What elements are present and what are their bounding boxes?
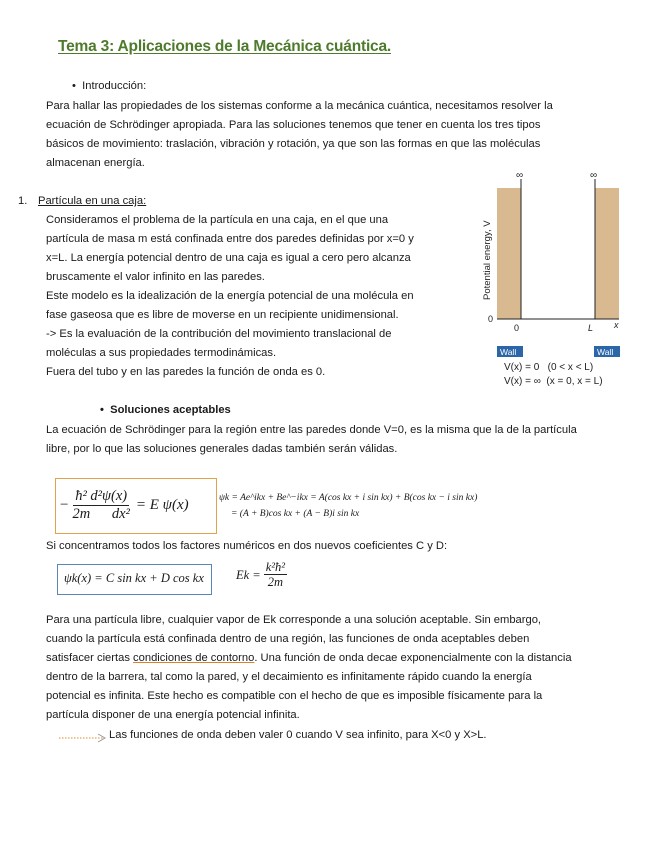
eq-den-dx2: dx² — [111, 505, 130, 522]
potential-condition-walls: V(x) = ∞ (x = 0, x = L) — [504, 376, 603, 387]
eq-rhs: = E ψ(x) — [135, 497, 189, 514]
final-line3-post: . Una función de onda decae exponencialmente con la distancia — [254, 652, 572, 664]
eq-numerator: ħ² d²ψ(x) — [75, 488, 128, 504]
origin-y-label: 0 — [488, 314, 494, 324]
soluciones-heading: Soluciones aceptables — [110, 404, 231, 416]
intro-bullet — [72, 80, 146, 92]
section1-line: Consideramos el problema de la partícula en una caja, en el que una — [46, 214, 389, 226]
right-wall — [595, 188, 619, 319]
final-line: dentro de la barrera, tal como la pared, y el decaimiento es infinitamente rápido cuando la energía — [46, 671, 532, 683]
condiciones-contorno-term: condiciones de contorno — [133, 652, 255, 664]
figure-ylabel: Potential energy, V — [482, 220, 493, 300]
general-solution: ψk(x) = C sin kx + D cos kx — [64, 571, 204, 585]
left-wall-tag-label: Wall — [500, 347, 517, 357]
final-line: potencial es infinita. Este hecho es compatible con el hecho de que es imposible físicamente para la — [46, 690, 543, 702]
section1-line: bruscamente el valor infinito en las paredes. — [46, 271, 265, 283]
final-line: cuando la partícula está confinada dentro de una región, las funciones de onda aceptables deben — [46, 633, 530, 645]
energy-fraction — [264, 560, 287, 590]
final-line: Para una partícula libre, cualquier vapor de Ek corresponde a una solución aceptable. Sin embargo, — [46, 614, 542, 626]
intro-paragraph — [46, 97, 553, 173]
final-paragraph — [46, 611, 572, 725]
eq-fraction — [70, 488, 131, 523]
final-line: partícula disponer de una energía potencial infinita. — [46, 709, 300, 721]
page-title: Tema 3: Aplicaciones de la Mecánica cuántica. — [58, 38, 391, 55]
section1-line: fase gaseosa que es libre de moverse en un recipiente unidimensional. — [46, 309, 399, 321]
section1-line: x=L. La energía potencial dentro de una caja es igual a cero pero alcanza — [46, 252, 411, 264]
intro-line: Para hallar las propiedades de los sistemas conforme a la mecánica cuántica, necesitamos resolver la — [46, 100, 553, 112]
schrodinger-equation-box — [55, 478, 217, 534]
intro-line: almacenan energía. — [46, 157, 145, 169]
section1-paragraph — [46, 211, 414, 382]
soluciones-line: libre, por lo que las soluciones generales dadas también serán válidas. — [46, 443, 398, 455]
section-heading: Partícula en una caja: — [38, 195, 147, 207]
potential-well-figure — [478, 168, 628, 392]
energy-numerator: k²ħ² — [265, 560, 286, 574]
energy-lhs: Ek = — [236, 567, 261, 582]
section1-line: -> Es la evaluación de la contribución del movimiento translacional de — [46, 328, 392, 340]
x-axis-label: x — [614, 320, 619, 330]
conclusion-text: Las funciones de onda deben valer 0 cuando V sea infinito, para X<0 y X>L. — [109, 729, 487, 741]
left-wall — [497, 188, 521, 319]
section1-line: moléculas a sus propiedades termodinámicas. — [46, 347, 277, 359]
section1-line: Fuera del tubo y en las paredes la función de onda es 0. — [46, 366, 326, 378]
origin-x-label: 0 — [514, 323, 520, 333]
concentramos-text: Si concentramos todos los factores numéricos en dos nuevos coeficientes C y D: — [46, 540, 448, 552]
energy-denominator: 2m — [267, 575, 284, 590]
plane-wave-line: = (A + B)cos kx + (A − B)i sin kx — [231, 509, 360, 519]
soluciones-paragraph — [46, 421, 577, 459]
final-line-with-underline — [46, 649, 572, 668]
soluciones-bullet — [100, 404, 231, 416]
plane-wave-line: ψk = Ae^ikx + Be^−ikx = A(cos kx + i sin kx) + B(cos kx − i sin kx) — [219, 493, 478, 503]
intro-heading: Introducción: — [82, 80, 147, 92]
eq-minus: − — [60, 497, 69, 514]
bullet-dot: • — [100, 404, 104, 416]
general-solution-box — [57, 564, 212, 595]
intro-line: ecuación de Schrödinger apropiada. Para las soluciones tenemos que tener en cuenta los tres tipos — [46, 119, 541, 131]
energy-equation — [236, 560, 287, 590]
intro-line: básicos de movimiento: traslación, vibración y rotación, ya que son las formas en que las moléculas — [46, 138, 541, 150]
section1-line: Este modelo es la idealización de la energía potencial de una molécula en — [46, 290, 414, 302]
right-wall-tag-label: Wall — [597, 347, 614, 357]
bullet-dot: • — [72, 80, 76, 92]
final-line3-pre: satisfacer ciertas — [46, 652, 134, 664]
section-number: 1. — [18, 195, 28, 207]
plane-wave-solution — [219, 490, 477, 522]
eq-denominator — [70, 506, 131, 523]
eq-den-2m: 2m — [72, 505, 91, 522]
right-infinity-label: ∞ — [590, 170, 598, 181]
section1-line: partícula de masa m está confinada entre dos paredes definidas por x=0 y — [46, 233, 414, 245]
dotted-arrow-icon — [59, 733, 109, 743]
L-label: L — [588, 323, 594, 333]
left-infinity-label: ∞ — [516, 170, 524, 181]
soluciones-line: La ecuación de Schrödinger para la región entre las paredes donde V=0, es la misma que la de la partícula — [46, 424, 577, 436]
potential-condition-inside: V(x) = 0 (0 < x < L) — [504, 362, 594, 373]
